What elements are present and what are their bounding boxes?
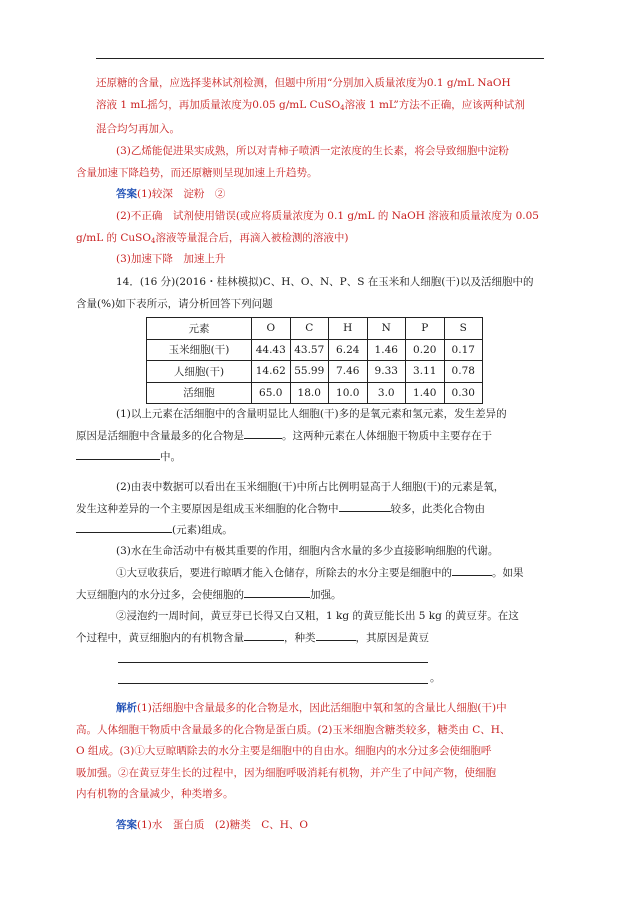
question-text: ②浸泡约一周时间，黄豆芽已长得又白又粗，1 kg 的黄豆能长出 5 kg 的黄豆芽。在这: [116, 610, 519, 622]
header-rule: [96, 58, 544, 59]
question-14-part3: [96, 541, 544, 563]
fill-blank[interactable]: [76, 521, 172, 533]
answer-text: (1)较深 淀粉 ②: [137, 188, 226, 200]
question-14-part3-2: [76, 606, 544, 649]
element-content-table: [146, 317, 483, 404]
solution-text: 0.05 g/mL CuSO: [252, 98, 341, 111]
solution-text: 混合均匀再加入。: [96, 123, 180, 135]
table-cell: 43.57: [290, 339, 329, 361]
solution-text: 含量加速下降趋势，而还原糖则呈现加速上升趋势。: [76, 166, 318, 179]
subscript: 4: [340, 103, 345, 112]
answer-text: (1)水 蛋白质 (2)糖类 C、H、O: [137, 819, 309, 831]
question-text: (1)以上元素在活细胞中的含量明显比人细胞(干)多的是氧元素和氢元素，发生差异的: [116, 408, 507, 420]
table-cell: 3.11: [406, 361, 445, 383]
question-text: (元素)组成。: [172, 524, 233, 536]
fill-blank[interactable]: [339, 500, 391, 512]
answer-line[interactable]: [118, 683, 428, 684]
table-cell: 0.17: [444, 339, 483, 361]
question-14-stem: [76, 272, 544, 315]
question-14-part2: [76, 477, 544, 542]
question-text: ，其原因是黄豆: [355, 631, 429, 644]
answer-label: 答案: [116, 188, 137, 200]
question-text: 。如果: [492, 567, 524, 579]
table-cell: 65.0: [252, 382, 291, 404]
question-text: 原因是活细胞中含量最多的化合物是: [76, 429, 244, 442]
table-header-cell: H: [329, 318, 368, 340]
table-cell: 9.33: [367, 361, 406, 383]
answer-13-part3: [96, 249, 544, 271]
analysis-text: (1)活细胞中含量最多的化合物是水，因此活细胞中氧和氢的含量比人细胞(干)中: [137, 702, 507, 714]
subscript: 4: [150, 236, 156, 245]
fill-blank[interactable]: [452, 564, 492, 576]
fill-blank[interactable]: [244, 629, 284, 641]
solution-text: 还原糖的含量，应选择斐林试剂检测，但题中所用“分别加入质量浓度为: [96, 77, 427, 89]
answer-label: 答案: [116, 819, 137, 831]
table-header-cell: S: [444, 318, 483, 340]
solution-text: 溶液 1 mL”方法不正确，应该两种试剂: [344, 98, 525, 111]
analysis-text: 吸加强。②在黄豆芽生长的过程中，因为细胞呼吸消耗有机物，并产生了中间产物，使细胞: [76, 766, 496, 779]
answer-text: (2)不正确 试剂使用错误(或应将质量浓度为 0.1 g/mL 的 NaOH 溶液和质量浓度为 0.05: [116, 210, 539, 222]
question-text: ①大豆收获后，要进行晾晒才能入仓储存，所除去的水分主要是细胞中的: [116, 567, 452, 579]
analysis-text: O 组成。(3)①大豆晾晒除去的水分主要是细胞中的自由水。细胞内的水分过多会使细胞呼: [76, 745, 492, 757]
question-text: 。这两种元素在人体细胞干物质中主要存在于: [282, 429, 492, 442]
table-cell: 0.30: [444, 382, 483, 404]
table-cell: 55.99: [290, 361, 329, 383]
question-text: 大豆细胞内的水分过多，会使细胞的: [76, 588, 244, 601]
analysis-text: 高。人体细胞干物质中含量最多的化合物是蛋白质。(2)玉米细胞含糖类较多，糖类由 C、H、: [76, 723, 511, 736]
answer-14: [96, 815, 544, 837]
table-cell: 0.20: [406, 339, 445, 361]
table-cell: 玉米细胞(干): [147, 339, 252, 361]
table-cell: 0.78: [444, 361, 483, 383]
question-text: ，种类: [284, 631, 316, 644]
table-header-cell: 元素: [147, 318, 252, 340]
question-text: (2)由表中数据可以看出在玉米细胞(干)中所占比例明显高于人细胞(干)的元素是氧，: [116, 481, 505, 493]
answer-text: 溶液等量混合后，再滴入被检测的溶液中): [155, 231, 349, 244]
fill-blank[interactable]: [244, 427, 282, 439]
solution-13-part2: [96, 73, 544, 141]
table-header-cell: N: [367, 318, 406, 340]
table-cell: 人细胞(干): [147, 361, 252, 383]
answer-13-part2: [76, 206, 544, 252]
question-text: 个过程中，黄豆细胞内的有机物含量: [76, 631, 244, 644]
fill-blank[interactable]: [76, 448, 160, 460]
table-cell: 1.46: [367, 339, 406, 361]
question-14-part3-1: [76, 563, 544, 606]
line-end-period: 。: [430, 672, 441, 684]
answer-13: [96, 184, 544, 206]
table-row: [147, 339, 483, 361]
table-header-cell: C: [290, 318, 329, 340]
answer-text: g/mL 的 CuSO: [76, 231, 151, 244]
table-cell: 1.40: [406, 382, 445, 404]
question-text: 含量(%)如下表所示，请分析回答下列问题: [76, 297, 273, 310]
table-cell: 44.43: [252, 339, 291, 361]
solution-text: 0.1 g/mL NaOH: [426, 77, 511, 89]
solution-13-part3: [76, 141, 544, 184]
question-text: (3)水在生命活动中有极其重要的作用，细胞内含水量的多少直接影响细胞的代谢。: [116, 545, 499, 557]
table-header-cell: P: [406, 318, 445, 340]
question-text: 中。: [160, 451, 181, 463]
question-text: 加强。: [310, 588, 342, 601]
analysis-label: 解析: [116, 702, 137, 714]
question-text: 14．(16 分)(2016・桂林模拟)C、H、O、N、P、S 在玉米和人细胞(干)以及活细胞中的: [116, 276, 534, 288]
answer-line[interactable]: [118, 662, 428, 663]
fill-blank[interactable]: [244, 586, 310, 598]
analysis-14: [76, 698, 544, 806]
fill-blank[interactable]: [316, 629, 356, 641]
question-text: 较多，此类化合物由: [390, 502, 485, 515]
answer-text: (3)加速下降 加速上升: [116, 253, 226, 265]
table-cell: 14.62: [252, 361, 291, 383]
table-header-cell: O: [252, 318, 291, 340]
question-14-part1: [76, 404, 544, 469]
table-cell: 3.0: [367, 382, 406, 404]
analysis-text: 内有机物的含量减少，种类增多。: [76, 788, 234, 800]
table-cell: 活细胞: [147, 382, 252, 404]
question-text: 发生这种差异的一个主要原因是组成玉米细胞的化合物中: [76, 502, 339, 515]
table-cell: 10.0: [329, 382, 368, 404]
table-row: [147, 361, 483, 383]
solution-text: 溶液 1 mL摇匀，再加质量浓度为: [96, 98, 253, 111]
table-cell: 7.46: [329, 361, 368, 383]
table-cell: 18.0: [290, 382, 329, 404]
table-cell: 6.24: [329, 339, 368, 361]
solution-text: (3)乙烯能促进果实成熟，所以对青柿子喷洒一定浓度的生长素，将会导致细胞中淀粉: [116, 145, 509, 157]
table-header-row: [147, 318, 483, 340]
table-row: [147, 382, 483, 404]
